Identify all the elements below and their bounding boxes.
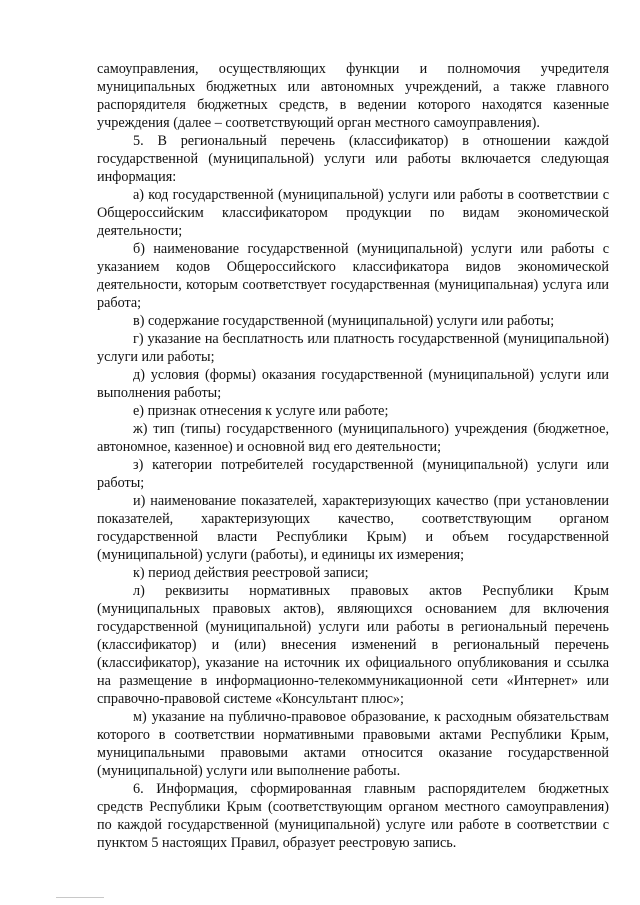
list-item-m: м) указание на публично-правовое образование, к расходным обязательствам которого в соответствии нормативными правовыми актами Республики Крым, муниципальными правовыми актами относится оказание государственной (муниципальной) услуги или выполнение работы. — [97, 709, 609, 779]
list-item-d: д) условия (формы) оказания государственной (муниципальной) услуги или выполнения работы; — [97, 367, 609, 401]
list-item-g: г) указание на бесплатность или платность государственной (муниципальной) услуги или работы; — [97, 331, 609, 365]
list-item-zh: ж) тип (типы) государственного (муниципального) учреждения (бюджетное, автономное, казенное) и основной вид его деятельности; — [97, 421, 609, 455]
paragraph-item-5: 5. В региональный перечень (классификатор) в отношении каждой государственной (муниципальной) услуги или работы включается следующая информация: — [97, 133, 609, 185]
list-item-z: з) категории потребителей государственной (муниципальной) услуги или работы; — [97, 457, 609, 491]
list-item-v: в) содержание государственной (муниципальной) услуги или работы; — [133, 313, 555, 329]
paragraph-continuation: самоуправления, осуществляющих функции и полномочия учредителя муниципальных бюджетных или автономных учреждений, а также главного распорядителя бюджетных средств, в ведении которого находятся казенные учреждения (далее – соответствующий орган местного самоуправления). — [97, 61, 609, 131]
list-item-k: к) период действия реестровой записи; — [133, 565, 369, 581]
list-item-a: а) код государственной (муниципальной) услуги или работы в соответствии с Общероссийским классификатором продукции по видам экономической деятельности; — [97, 187, 609, 239]
footer-divider — [56, 897, 104, 898]
list-item-e: е) признак отнесения к услуге или работе; — [133, 403, 389, 419]
list-item-i: и) наименование показателей, характеризующих качество (при установлении показателей, характеризующих качество, соответствующим органом государственной власти Республики Крым) и объем государственной (муниципальной) услуги (работы), и единицы их измерения; — [97, 493, 609, 563]
paragraph-item-6: 6. Информация, сформированная главным распорядителем бюджетных средств Республики Крым (соответствующим органом местного самоуправления) по каждой государственной (муниципальной) услуге или работе в соответствии с пунктом 5 настоящих Правил, образует реестровую запись. — [97, 781, 609, 851]
document-body — [97, 60, 609, 852]
list-item-l: л) реквизиты нормативных правовых актов Республики Крым (муниципальных правовых актов), являющихся основанием для включения государственной (муниципальной) услуги или работы в региональный перечень (классификатор) и (или) внесения изменений в региональный перечень (классификатор), указание на источник их официального опубликования и ссылка на размещение в информационно-телекоммуникационной сети «Интернет» или справочно-правовой системе «Консультант плюс»; — [97, 583, 609, 707]
list-item-b: б) наименование государственной (муниципальной) услуги или работы с указанием кодов Общероссийского классификатора видов экономической деятельности, которым соответствует государственная (муниципальная) услуга или работа; — [97, 241, 609, 311]
